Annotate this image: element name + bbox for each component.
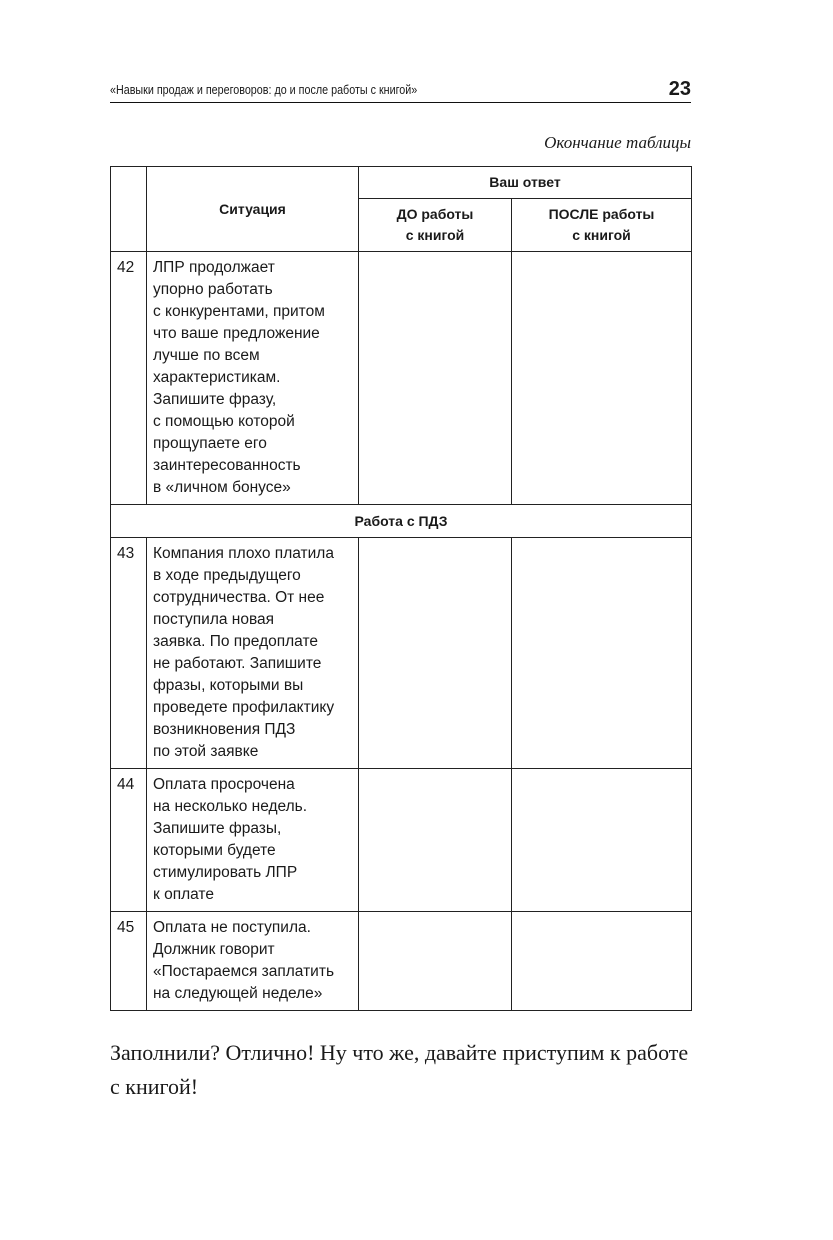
- after-answer-cell[interactable]: [512, 912, 692, 1011]
- table-row: [111, 538, 692, 769]
- situation-text: Оплата просрочена на несколько недель. Запишите фразы, которыми будете стимулировать ЛПР к оплате: [153, 776, 308, 903]
- before-answer-cell[interactable]: [359, 252, 512, 505]
- row-number: 45: [111, 912, 147, 1011]
- section-row: [111, 505, 692, 538]
- before-header: ДО работы с книгой: [359, 199, 512, 252]
- after-header: ПОСЛЕ работы с книгой: [512, 199, 692, 252]
- before-answer-cell[interactable]: [359, 769, 512, 912]
- table-row: [111, 769, 692, 912]
- row-number: 42: [111, 252, 147, 505]
- after-answer-cell[interactable]: [512, 538, 692, 769]
- table-row: [111, 912, 692, 1011]
- section-title: Работа с ПДЗ: [111, 505, 692, 538]
- before-answer-cell[interactable]: [359, 538, 512, 769]
- table-continuation-label: Окончание таблицы: [544, 133, 691, 152]
- before-answer-cell[interactable]: [359, 912, 512, 1011]
- book-title: «Навыки продаж и переговоров: до и после работы с книгой»: [110, 83, 418, 97]
- page-number: 23: [668, 78, 691, 100]
- num-header: [111, 167, 147, 252]
- situation-header: Ситуация: [147, 167, 359, 252]
- table-row: [111, 252, 692, 505]
- row-number: 44: [111, 769, 147, 912]
- after-answer-cell[interactable]: [512, 769, 692, 912]
- running-header: [110, 80, 691, 103]
- situation-text: Компания плохо платила в ходе предыдущего сотрудничества. От нее поступила новая заявка. По предоплате не работают. Запишите фразы, которыми вы проведете профилактику возникновения ПДЗ по этой заявке: [153, 545, 335, 760]
- after-answer-cell[interactable]: [512, 252, 692, 505]
- outro-paragraph: Заполнили? Отлично! Ну что же, давайте приступим к работе с книгой!: [110, 1040, 689, 1099]
- situation-text: ЛПР продолжает упорно работать с конкурентами, притом что ваше предложение лучше по всем характеристикам. Запишите фразу, с помощью которой прощупаете его заинтересованность в «личном бонусе»: [153, 259, 325, 496]
- row-number: 43: [111, 538, 147, 769]
- exercise-table: [110, 166, 692, 1011]
- situation-text: Оплата не поступила. Должник говорит «Постараемся заплатить на следующей неделе»: [153, 919, 335, 1002]
- answer-header: Ваш ответ: [359, 167, 692, 199]
